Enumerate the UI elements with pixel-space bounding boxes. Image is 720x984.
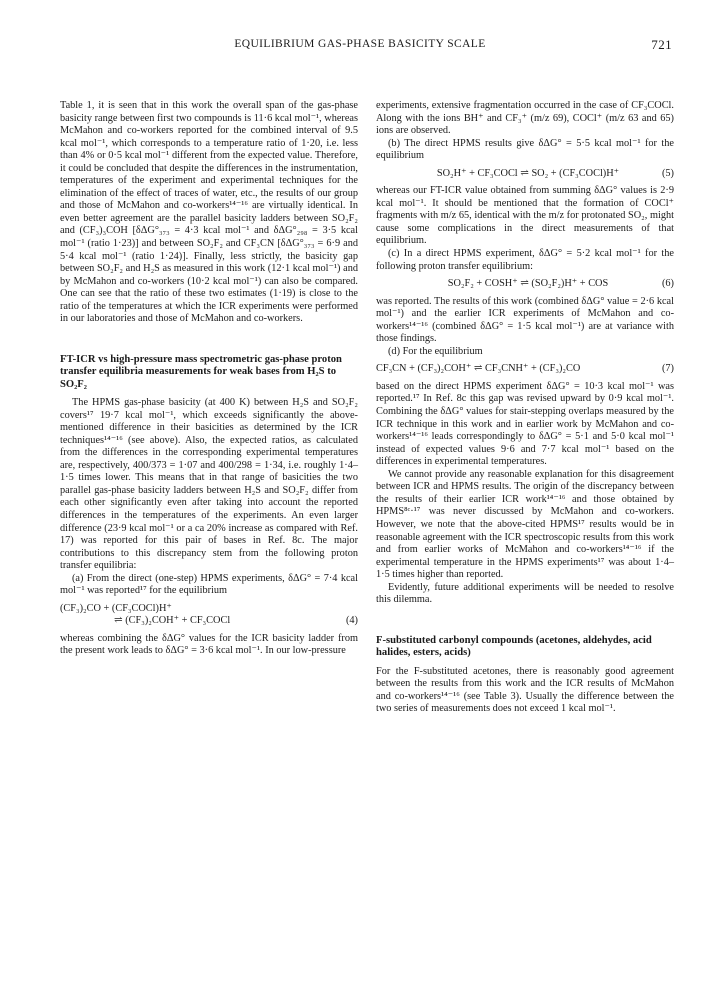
equation-7 — [376, 363, 674, 376]
equation-6-text: SO₂F₂ + COSH⁺ ⇌ (SO₂F₂)H⁺ + COS — [447, 278, 609, 290]
paragraph: whereas our FT-ICR value obtained from summing δΔG° values is 2·9 kcal mol⁻¹. It should be mentioned that the formation of COCl⁺ fragments with m/z 65, identical with the m/z for protonated SO₂, might cause some complications in the direct measurements of that equilibrium. — [376, 185, 674, 247]
paragraph: (d) For the equilibrium — [388, 345, 483, 357]
equation-4-line-2: ⇌ (CF₃)₂COH⁺ + CF₃COCl — [114, 615, 231, 627]
paragraph: (a) From the direct (one-step) HPMS experiments, δΔG° = 7·4 kcal mol⁻¹ was reported¹⁷ for the equilibrium — [60, 572, 358, 597]
paragraph: (b) The direct HPMS results give δΔG° = 5·5 kcal mol⁻¹ for the equilibrium — [376, 137, 674, 162]
equation-5-text: SO₂H⁺ + CF₃COCl ⇌ SO₂ + (CF₃COCl)H⁺ — [436, 167, 620, 179]
left-column — [60, 100, 358, 658]
paragraph: Evidently, future additional experiments will be needed to resolve this dilemma. — [376, 581, 674, 606]
equation-4-line-1: (CF₃)₂CO + (CF₃COCl)H⁺ — [60, 602, 172, 614]
paragraph: experiments, extensive fragmentation occurred in the case of CF₃COCl. Along with the ions BH⁺ and CF₃⁺ (m/z 69), COCl⁺ (m/z 63 and 65) ions are observed. — [376, 100, 674, 137]
paragraph: Table 1, it is seen that in this work the overall span of the gas-phase basicity range between first two compounds is 11·6 kcal mol⁻¹, whereas McMahon and co-workers reported for the combined interval of 9.5 kcal mol⁻¹, which corresponds to a temperature ratio of 1·20, i.e. less than 4% or 0·5 kcal mol⁻¹ different from the expected value. Therefore, it could be concluded that despite the differences in the instrumentation, temperatures of the experiment and experimental techniques for the elimination of the effect of traces of water, etc., the results of our group and those of McMahon and co-workers¹⁴⁻¹⁶ are virtually identical. In even better agreement are the parallel basicity ladders between SO₂F₂ and (CF₃)₃COH [δΔG°₃₇₃ = 4·3 kcal mol⁻¹ and δΔG°₂₉₈ = 3·5 kcal mol⁻¹ (ratio 1·23)] and between SO₂F₂ and CF₃CN [δΔG°₃₇₃ = 6·9 and 5·4 kcal mol⁻¹ (ratio 1·24)]. Finally, less strictly, the basicity gap between SO₂F₂ and H₂S as measured in this work (12·1 kcal mol⁻¹) and by McMahon and co-workers (10·2 kcal mol⁻¹) can also be compared. One can see that the ratio of these two estimates (1·19) is close to the ratio of the temperatures at which the ICR experiments were performed in our laboratories and those of McMahon and co-workers. — [60, 100, 358, 325]
equation-6 — [376, 278, 674, 291]
paragraph: (c) In a direct HPMS experiment, δΔG° = 5·2 kcal mol⁻¹ for the following proton transfer equilibrium: — [376, 248, 674, 272]
paragraph: For the F-substituted acetones, there is reasonably good agreement between the results from this work and the ICR results of McMahon and co-workers¹⁴⁻¹⁶ (see Table 3). Usually the difference between the two series of measurements does not exceed 1 kcal mol⁻¹. — [376, 665, 674, 715]
equation-number: (4) — [345, 615, 358, 627]
equation-number: (5) — [661, 167, 674, 179]
section-heading: FT-ICR vs high-pressure mass spectrometric gas-phase proton transfer equilibria measurements for weak bases from H₂S to SO₂F₂ — [60, 353, 342, 390]
paragraph: based on the direct HPMS experiment δΔG° = 10·3 kcal mol⁻¹ was reported.¹⁷ In Ref. 8c this gap was revised upward by 0·9 kcal mol⁻¹. Combining the δΔG° values for stair-stepping overlaps measured by the ICR technique in this work and in earlier work by McMahon and co-workers¹⁴⁻¹⁶ leads correspondingly to δΔG° = 5·1 and 5·0 kcal mol⁻¹ instead of expected values 9·6 and 7·7 kcal mol⁻¹ based on the differences in experimental temperatures. — [376, 380, 674, 468]
equation-7-text: CF₃CN + (CF₃)₂COH⁺ ⇌ CF₃CNH⁺ + (CF₃)₂CO — [376, 363, 581, 375]
paragraph: was reported. The results of this work (combined δΔG° value = 2·6 kcal mol⁻¹) and the earlier ICR experiments of McMahon and co-workers¹⁴⁻¹⁶ (combined δΔG° = 1·5 kcal mol⁻¹) are at variance with those findings. — [376, 295, 674, 345]
paragraph: The HPMS gas-phase basicity (at 400 K) between H₂S and SO₂F₂ covers¹⁷ 19·7 kcal mol⁻¹, which exceeds significantly the above-mentioned difference in their basicities as determined by the ICR techniques¹⁴⁻¹⁶ (see above). Also, the expected ratios, as calculated from the differences in the corresponding experimental temperatures are, respectively, 400/373 = 1·07 and 400/298 = 1·34, i.e. roughly 1·4–1·5 times lower. This means that in that range of basicities the two parallel gas-phase basicity ladders between H₂S and SO₂F₂ differ from each other significantly even after taking into account the reported differences in the temperatures of the experiments. An even larger difference (23·9 kcal mol⁻¹ or a ca 20% increase as compared with Ref. 17) was reported for this pair of bases in Ref. 8c. The major contributions to this discrepancy stem from the following proton transfer equilibria: — [60, 397, 358, 572]
right-column — [376, 100, 674, 716]
running-title: EQUILIBRIUM GAS-PHASE BASICITY SCALE — [234, 38, 486, 50]
section-heading: F-substituted carbonyl compounds (acetones, aldehydes, acid halides, esters, acids) — [376, 634, 652, 659]
page-number: 721 — [651, 37, 672, 52]
paragraph: We cannot provide any reasonable explanation for this disagreement between ICR and HPMS results. The origin of the discrepancy between the results of their earlier ICR work¹⁴⁻¹⁶ and those obtained by HPMS⁸ᶜ·¹⁷ was never discussed by McMahon and co-workers. However, we note that the above-cited HPMS¹⁷ results would be in reasonable agreement with the ICR spectroscopic results from this work and from earlier works of McMahon and co-workers¹⁴⁻¹⁶ if the experimental temperature in the HPMS experiments¹⁷ was about 1·4–1·5 times higher than reported. — [376, 468, 674, 581]
paragraph: whereas combining the δΔG° values for the ICR basicity ladder from the present work leads to δΔG° = 3·6 kcal mol⁻¹. In our low-pressure — [60, 632, 358, 657]
equation-4 — [60, 603, 358, 628]
equation-5 — [376, 168, 674, 181]
equation-number: (6) — [661, 278, 674, 290]
equation-number: (7) — [661, 363, 674, 375]
